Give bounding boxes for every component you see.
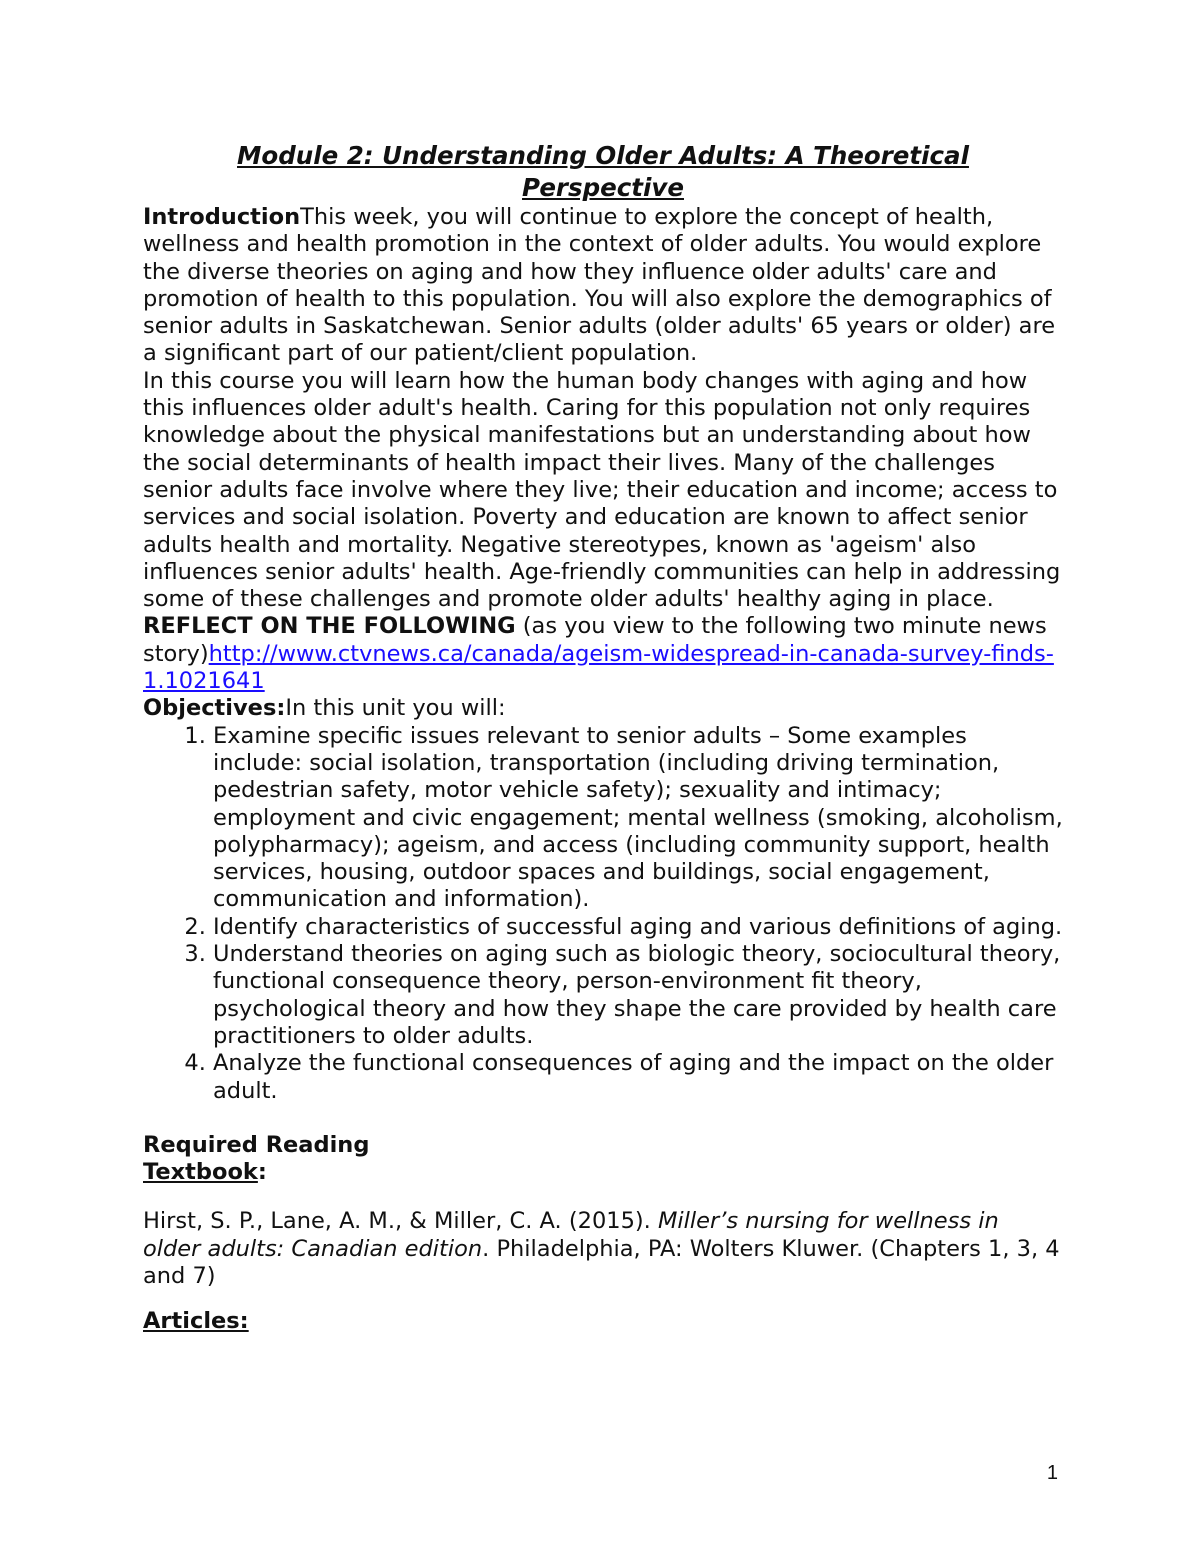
objective-item-1: 1. Examine specific issues relevant to senior adults – Some examples include: social isolation, transportation (including driving termination, pedestrian safety, motor vehicle safety); sexuality and intimacy; employment and civic engagement; mental wellness (smoking, alcoholism, polypharmacy); ageism, and access (including community support, health services, housing, outdoor spaces and buildings, social engagement, communication and information).	[213, 723, 1063, 914]
reflect-label: REFLECT ON THE FOLLOWING	[143, 613, 516, 640]
objectives-intro	[143, 695, 1063, 722]
course-paragraph: In this course you will learn how the human body changes with aging and how this influences older adult's health. Caring for this population not only requires knowledge about the physical manifestations but an understanding about how the social determinants of health impact their lives. Many of the challenges senior adults face involve where they live; their education and income; access to services and social isolation. Poverty and education are known to affect senior adults health and mortality. Negative stereotypes, known as 'ageism' also influences senior adults' health. Age-friendly communities can help in addressing some of these challenges and promote older adults' healthy aging in place.	[143, 367, 1061, 613]
reference-authors: Hirst, S. P., Lane, A. M., & Miller, C. A. (2015).	[143, 1208, 658, 1235]
reflect-text: (as you view to the following two minute news story)	[143, 613, 1047, 667]
textbook-colon: :	[257, 1159, 267, 1186]
reference-rest: . Philadelphia, PA: Wolters Kluwer. (Chapters 1, 3, 4 and 7)	[143, 1235, 1060, 1289]
objectives-intro-text: In this unit you will:	[285, 695, 506, 722]
document-title: Module 2: Understanding Older Adults: A Theoretical Perspective	[237, 141, 969, 202]
required-reading-heading: Required Reading	[143, 1131, 370, 1158]
introduction-text: This week, you will continue to explore the concept of health, wellness and health promotion in the context of older adults. You would explore the diverse theories on aging and how they influence older adults' care and promotion of health to this population. You will also explore the demographics of senior adults in Saskatchewan. Senior adults (older adults' 65 years or older) are a significant part of our patient/client population.	[143, 204, 1056, 367]
reference-book-title: Miller’s nursing for wellness in older adults: Canadian edition	[143, 1208, 999, 1262]
news-story-link[interactable]: http://www.ctvnews.ca/canada/ageism-widespread-in-canada-survey-finds-1.1021641	[143, 640, 1054, 695]
articles-heading	[143, 1308, 1063, 1335]
page-number: 1	[1046, 1462, 1058, 1484]
objectives-list	[143, 723, 1063, 1105]
introduction-label: Introduction	[143, 204, 301, 230]
document-page	[143, 140, 1063, 1336]
articles-label: Articles:	[143, 1308, 249, 1335]
objective-item-4: 4. Analyze the functional consequences of aging and the impact on the older adult.	[213, 1050, 1063, 1105]
objectives-label: Objectives:	[143, 695, 286, 722]
textbook-reference	[143, 1208, 1063, 1290]
reflect-paragraph	[143, 613, 1063, 695]
objective-item-2: 2. Identify characteristics of successful aging and various definitions of aging.	[213, 914, 1063, 941]
textbook-label: Textbook	[143, 1159, 258, 1186]
introduction-paragraph	[143, 204, 1063, 368]
textbook-heading	[143, 1159, 1063, 1186]
objective-item-3: 3. Understand theories on aging such as biologic theory, sociocultural theory, functional consequence theory, person-environment fit theory, psychological theory and how they shape the care provided by health care practitioners to older adults.	[213, 941, 1063, 1050]
